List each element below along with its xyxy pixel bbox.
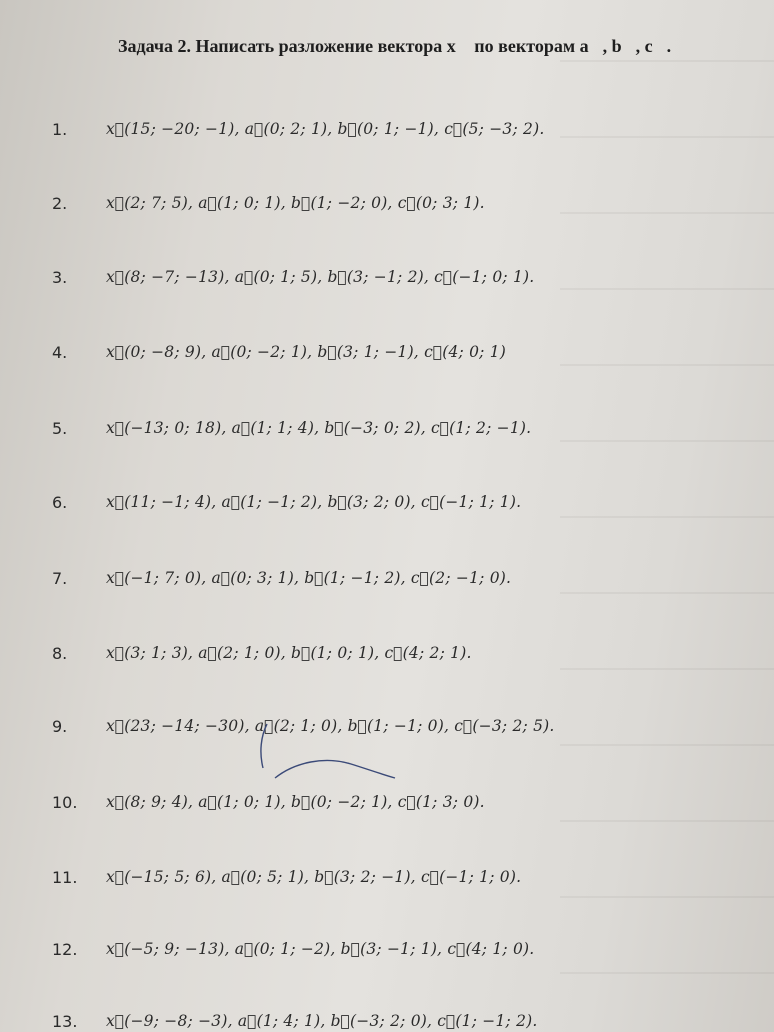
problem-expression: x⃗(−9; −8; −3), a⃗(1; 4; 1), b⃗(−3; 2; 0), c⃗(1; −1; 2). [106, 1012, 538, 1030]
problem-number: 10. [52, 792, 78, 812]
page-title: Задача 2. Написать разложение вектора x⃗ по векторам a⃗, b⃗, c⃗. [118, 36, 672, 56]
problem-2 [52, 188, 485, 218]
problem-12 [52, 934, 534, 964]
problem-7 [52, 563, 511, 593]
problem-expression: x⃗(0; −8; 9), a⃗(0; −2; 1), b⃗(3; 1; −1), c⃗(4; 0; 1) [106, 343, 507, 361]
pen-mark [255, 716, 405, 796]
problem-5 [52, 413, 531, 443]
problem-expression: x⃗(−15; 5; 6), a⃗(0; 5; 1), b⃗(3; 2; −1), c⃗(−1; 1; 0). [106, 868, 522, 886]
problem-number: 12. [52, 939, 78, 959]
problem-number: 1. [52, 119, 68, 139]
problem-number: 8. [52, 643, 68, 663]
problem-expression: x⃗(23; −14; −30), a⃗(2; 1; 0), b⃗(1; −1; 0), c⃗(−3; 2; 5). [106, 717, 555, 735]
problem-expression: x⃗(3; 1; 3), a⃗(2; 1; 0), b⃗(1; 0; 1), c⃗(4; 2; 1). [106, 644, 472, 662]
problem-4 [52, 337, 506, 367]
problem-expression: x⃗(8; 9; 4), a⃗(1; 0; 1), b⃗(0; −2; 1), c⃗(1; 3; 0). [106, 793, 485, 811]
problem-number: 13. [52, 1011, 78, 1031]
problem-13 [52, 1006, 538, 1032]
problem-3 [52, 262, 534, 292]
bleed-through-text [560, 60, 774, 1020]
problem-expression: x⃗(8; −7; −13), a⃗(0; 1; 5), b⃗(3; −1; 2), c⃗(−1; 0; 1). [106, 268, 535, 286]
problem-expression: x⃗(15; −20; −1), a⃗(0; 2; 1), b⃗(0; 1; −1), c⃗(5; −3; 2). [106, 120, 545, 138]
problem-number: 6. [52, 492, 68, 512]
problem-number: 9. [52, 716, 68, 736]
problem-expression: x⃗(−5; 9; −13), a⃗(0; 1; −2), b⃗(3; −1; 1), c⃗(4; 1; 0). [106, 940, 535, 958]
problem-expression: x⃗(−13; 0; 18), a⃗(1; 1; 4), b⃗(−3; 0; 2), c⃗(1; 2; −1). [106, 419, 532, 437]
problem-11 [52, 862, 521, 892]
problem-number: 7. [52, 568, 68, 588]
problem-number: 2. [52, 193, 68, 213]
problem-expression: x⃗(11; −1; 4), a⃗(1; −1; 2), b⃗(3; 2; 0), c⃗(−1; 1; 1). [106, 493, 522, 511]
problem-6 [52, 487, 521, 517]
problem-expression: x⃗(2; 7; 5), a⃗(1; 0; 1), b⃗(1; −2; 0), c⃗(0; 3; 1). [106, 194, 485, 212]
problem-expression: x⃗(−1; 7; 0), a⃗(0; 3; 1), b⃗(1; −1; 2), c⃗(2; −1; 0). [106, 569, 512, 587]
problem-number: 4. [52, 342, 68, 362]
problem-number: 3. [52, 267, 68, 287]
problem-number: 11. [52, 867, 78, 887]
problem-1 [52, 114, 544, 144]
problem-number: 5. [52, 418, 68, 438]
problem-8 [52, 638, 472, 668]
